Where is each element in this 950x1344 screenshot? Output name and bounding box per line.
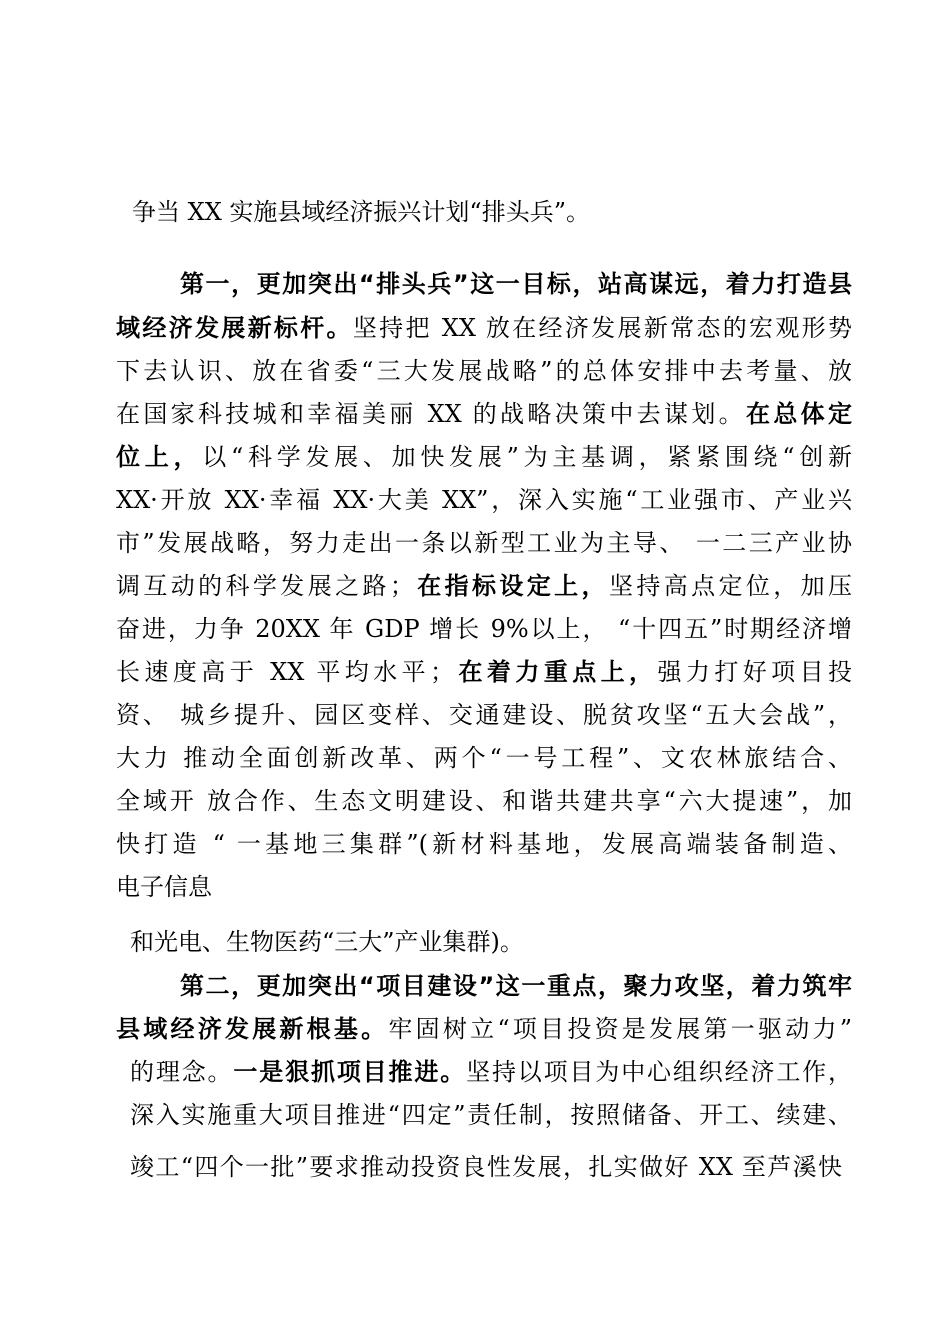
emphasis-text: 在着力重点上， xyxy=(454,657,658,686)
section-heading xyxy=(180,968,852,1004)
text-run: 坚持把 XX 放在经济发展新常态的宏观形势 xyxy=(352,314,852,342)
text-line xyxy=(116,740,852,776)
text-line xyxy=(130,1054,852,1090)
text-line xyxy=(116,697,852,733)
text-line xyxy=(116,482,852,518)
text-run: 深入实施重大项目推进“四定”责任制，按照储备、开工、续建、 xyxy=(130,1101,852,1129)
text-run: 市”发展战略，努力走出一条以新型工业为主导、 一二三产业协 xyxy=(116,529,852,557)
text-line xyxy=(116,396,852,432)
emphasis-text: 在总体定 xyxy=(746,400,852,428)
text-line xyxy=(116,783,852,819)
heading-text: 第一，更加突出“排头兵”这一目标，站高谋远，着力打造县 xyxy=(180,270,852,298)
text-line xyxy=(116,568,852,604)
text-run: 大力 推动全面创新改革、两个“一号工程”、文农林旅结合、 xyxy=(116,744,852,772)
text-line xyxy=(116,869,852,905)
emphasis-text: 一是狠抓项目推进。 xyxy=(233,1057,467,1086)
text-line xyxy=(116,525,852,561)
text-line xyxy=(132,194,868,230)
text-run: 奋进，力争 20XX 年 GDP 增长 9%以上， “十四五”时期经济增 xyxy=(116,615,852,643)
text-line xyxy=(116,654,852,690)
text-line xyxy=(116,439,852,475)
text-line xyxy=(116,826,852,862)
heading-text: 域经济发展新标杆。 xyxy=(116,314,353,342)
text-run: 在国家科技城和幸福美丽 XX 的战略决策中去谋划。 xyxy=(116,400,747,428)
text-line xyxy=(116,611,852,647)
text-run: 争当 XX 实施县域经济振兴计划“排头兵”。 xyxy=(132,198,590,226)
emphasis-text: 位上， xyxy=(116,443,203,471)
text-run: 坚持以项目为中心组织经济工作， xyxy=(466,1058,852,1086)
text-run: 和光电、生物医药“三大”产业集群)。 xyxy=(130,928,524,956)
text-run: 下去认识、放在省委“三大发展战略”的总体安排中去考量、放 xyxy=(116,357,852,385)
heading-text: 第二，更加突出“项目建设”这一重点，聚力攻坚，着力筑牢 xyxy=(180,972,852,1000)
text-line xyxy=(130,1097,852,1133)
text-run: 的理念。 xyxy=(130,1058,234,1086)
text-line xyxy=(116,353,852,389)
text-line xyxy=(116,310,852,346)
text-run: 长速度高于 XX 平均水平； xyxy=(116,658,455,686)
section-heading xyxy=(180,266,852,302)
text-run: 强力打好项目投 xyxy=(657,658,852,686)
text-run: 坚持高点定位，加压 xyxy=(608,572,852,600)
text-line xyxy=(116,1011,852,1047)
emphasis-text: 在指标设定上， xyxy=(413,571,609,600)
text-run: 竣工“四个一批”要求推动投资良性发展，扎实做好 XX 至芦溪快 xyxy=(130,1153,842,1181)
text-run: 全域开 放合作、生态文明建设、和谐共建共享“六大提速”，加 xyxy=(116,787,852,815)
text-run: 以“科学发展、加快发展”为主基调，紧紧围绕“创新 xyxy=(202,443,852,471)
heading-text: 县域经济发展新根基。 xyxy=(116,1015,389,1043)
text-run: 资、 城乡提升、园区变样、交通建设、脱贫攻坚“五大会战”， xyxy=(116,701,852,729)
text-run: XX·开放 XX·幸福 XX·大美 XX”，深入实施“工业强市、产业兴 xyxy=(116,486,852,514)
text-line xyxy=(130,924,866,960)
text-run: 电子信息 xyxy=(116,873,212,901)
text-run: 调互动的科学发展之路； xyxy=(116,572,414,600)
text-line xyxy=(130,1149,842,1185)
text-run: 牢固树立“项目投资是发展第一驱动力” xyxy=(388,1015,852,1043)
text-run: 快打造 “ 一基地三集群”(新材料基地，发展高端装备制造、 xyxy=(116,830,852,858)
